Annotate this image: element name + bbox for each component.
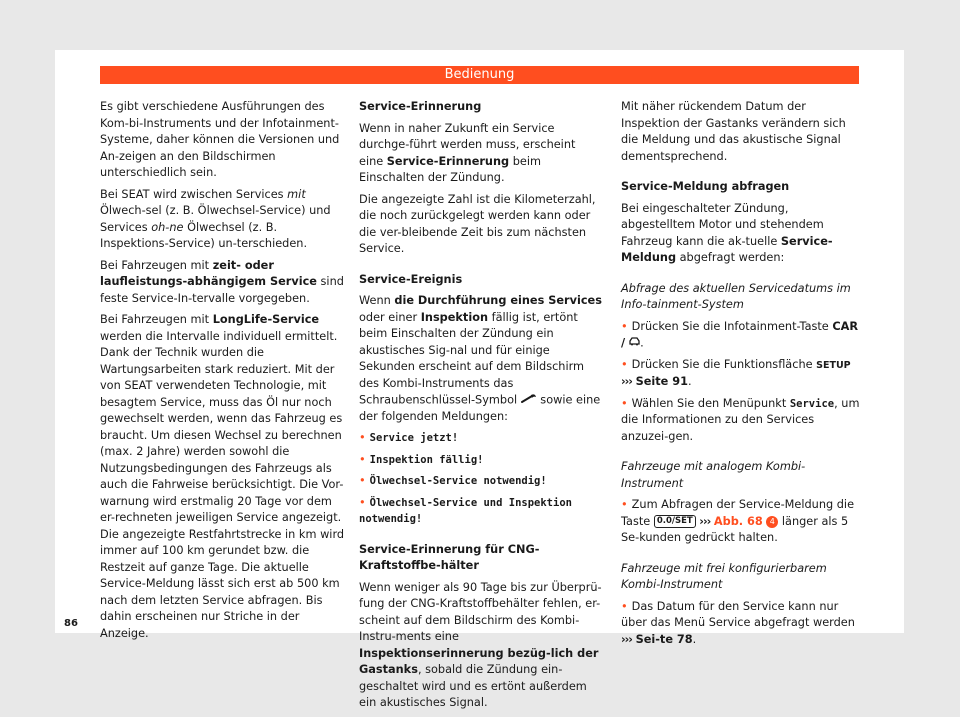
section-header: Bedienung [100,66,859,84]
heading-service-event: Service-Ereignis [359,272,463,286]
message-item-4: • Ölwechsel-Service und Inspektion notwendig! [359,495,572,526]
message-item-1: • Service jetzt! [359,431,459,445]
link-seite-78[interactable]: Sei-te 78 [635,632,693,646]
step-configurable: • Das Datum für den Service kann nur über das Menü Service abgefragt werden ››› Sei-te 78. [621,599,855,646]
longlife-paragraph: Bei Fahrzeugen mit LongLife-Service werden die Intervalle individuell ermittelt. Dank der Technik wurden die Wartungsarbeiten stark reduziert. Mit der von SEAT verwendeten Technologie, mit besagtem Service, muss das Öl nur noch gewechselt werden, wenn das Fahrzeug es braucht. Um diesen Wechsel zu berechnen (max. 2 Jahre) werden sowohl die Nutzungsbedingungen des Fahrzeugs als auch die Fahrweise berücksichtigt. Die Vor-warnung wird erstmalig 20 Tage vor dem er-rechneten jeweiligen Service angezeigt. Die angezeigte Restfahrtstrecke in km wird immer auf 100 km gerundet bzw. die Restzeit auf ganze Tage. Die aktuelle Service-Meldung lässt sich erst ab 500 km nach dem letzten Service abfragen. Bis dahin erscheinen nur Striche in der Anzeige. [100,313,345,640]
subheading-analog: Fahrzeuge mit analogem Kombi-Instrument [621,460,806,490]
page-number: 86 [64,618,78,629]
wrench-icon [521,392,537,409]
event-paragraph: Wenn die Durchführung eines Services oder einer Inspektion fällig ist, ertönt beim Einschalten der Zündung ein akustisches Sig-nal und für einige Sekunden erscheint auf dem Bildschirm des Kombi-Instruments das Schraubenschlüssel-Symbol sowie eine der folgenden Meldungen: [359,294,602,423]
intro-paragraph: Es gibt verschiedene Ausführungen des Kom-bi-Instruments und der Infotainment-Systeme, daher können die Versionen und An-zeigen an den Bildschirmen unterschiedlich sein. [100,100,340,179]
callout-number: 4 [766,516,778,528]
service-types-paragraph: Bei SEAT wird zwischen Services mit Ölwech-sel (z. B. Ölwechsel-Service) und Services oh-ne Ölwechsel (z. B. Inspektions-Service) un-terschieden. [100,187,331,250]
heading-cng-reminder: Service-Erinnerung für CNG-Kraftstoffbe-hälter [359,542,540,573]
step-menu-service: • Wählen Sie den Menüpunkt Service, um die Informationen zu den Services anzuzei-gen. [621,396,860,443]
subheading-configurable: Fahrzeuge mit frei konfigurierbarem Kombi-Instrument [621,561,827,592]
column-right [621,99,861,653]
message-item-2: • Inspektion fällig! [359,452,484,466]
column-middle [359,99,602,717]
car-menu-icon [629,335,640,352]
reminder-paragraph: Wenn in naher Zukunft ein Service durchge-führt werden muss, erscheint eine Service-Erinnerung beim Einschalten der Zündung. [359,121,576,184]
step-analog: • Zum Abfragen der Service-Meldung die Taste 0.0/SET ››› Abb. 68 4 länger als 5 Se-kunden gedrückt halten. [621,498,855,545]
heading-query-service: Service-Meldung abfragen [621,180,790,193]
step-setup: • Drücken Sie die Funktionsfläche SETUP ››› Seite 91. [621,357,851,389]
query-paragraph: Bei eingeschalteter Zündung, abgestelltem Motor und stehendem Fahrzeug kann die ak-tuelle Service-Meldung abgefragt werden: [621,201,833,264]
step-car-key: • Drücken Sie die Infotainment-Taste CAR / . [621,319,861,352]
gastank-paragraph: Mit näher rückendem Datum der Inspektion der Gastanks verändern sich die Meldung und das akustische Signal dementsprechend. [621,100,846,163]
link-abb-68[interactable]: Abb. 68 [713,514,763,528]
link-seite-91[interactable]: Seite 91 [635,375,688,389]
subheading-infotainment: Abfrage des aktuellen Servicedatums im Info-tainment-System [621,281,851,311]
fixed-interval-paragraph: Bei Fahrzeugen mit zeit- oder laufleistungs-abhängigem Service sind feste Service-In-tervalle vorgegeben. [100,258,344,305]
cng-paragraph: Wenn weniger als 90 Tage bis zur Überprü-fung der CNG-Kraftstoffbehälter fehlen, er-scheint auf dem Bildschirm des Kombi-Instru-ments eine Inspektionserinnerung bezüg-lich der Gastanks, sobald die Zündung ein-geschaltet wird und es ertönt außerdem ein akustisches Signal. [359,580,602,710]
heading-service-reminder: Service-Erinnerung [359,100,482,113]
column-left [100,99,345,647]
message-item-3: • Ölwechsel-Service notwendig! [359,474,547,488]
distance-paragraph: Die angezeigte Zahl ist die Kilometerzahl, die noch zurückgelegt werden kann oder die ver-bleibende Zeit bis zum nächsten Service. [359,192,596,255]
key-0-0-set: 0.0/SET [654,515,696,528]
